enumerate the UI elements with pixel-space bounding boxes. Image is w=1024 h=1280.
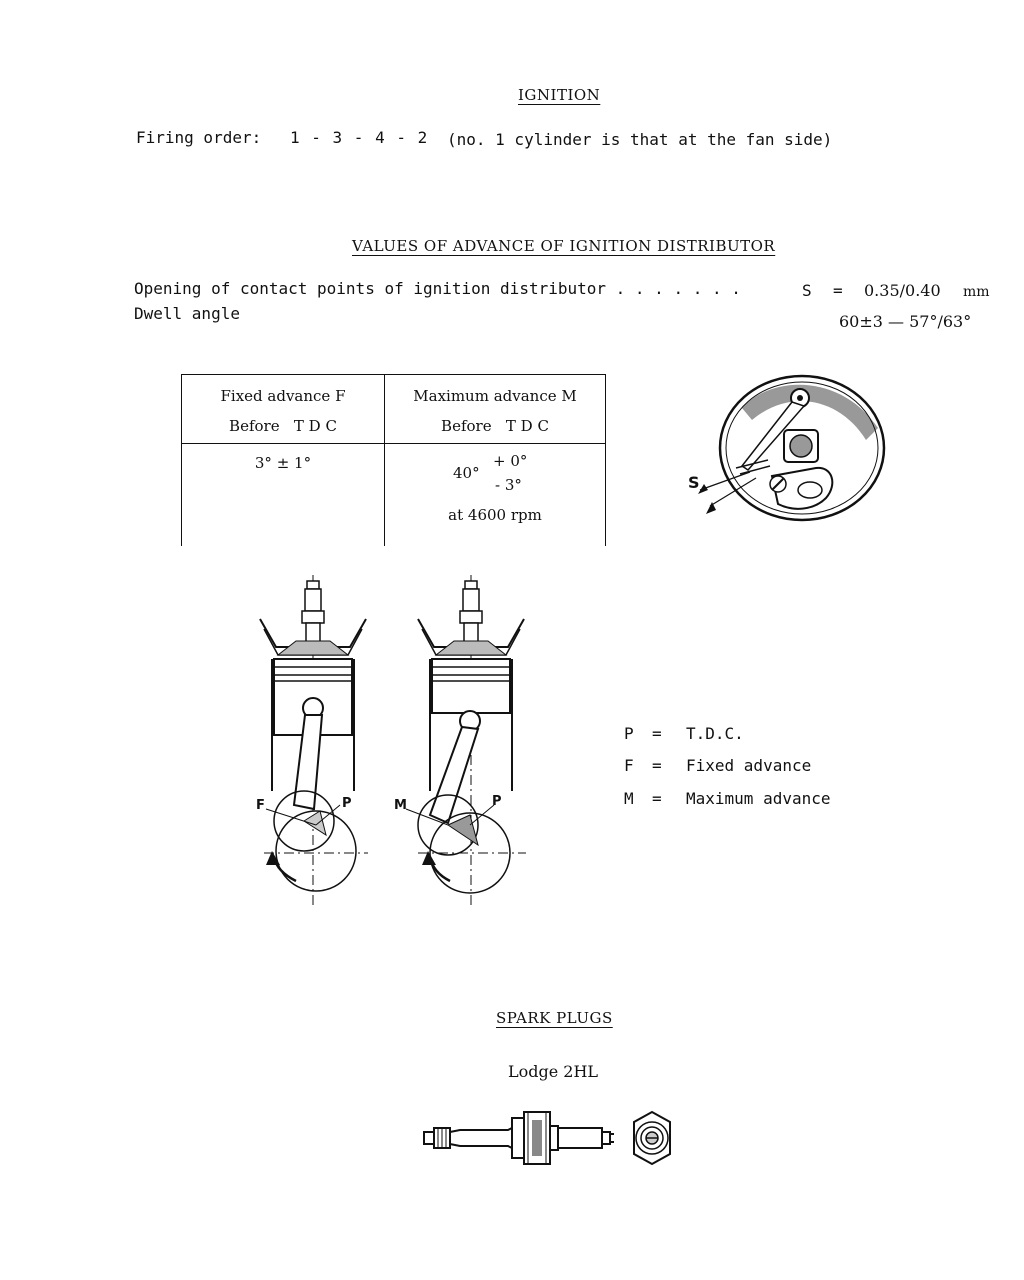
fixed-advance-header-title: Fixed advance F	[220, 387, 346, 405]
max-advance-rpm: at 4600 rpm	[448, 506, 542, 524]
dwell-angle-label: Dwell angle	[134, 304, 240, 323]
spark-plug-illustration	[420, 1108, 680, 1172]
max-advance-header-sub: Before T D C	[441, 417, 549, 435]
contact-value: 0.35/0.40	[864, 281, 941, 300]
legend-key: P	[624, 724, 634, 743]
max-advance-minus: - 3°	[495, 476, 522, 494]
contact-symbol: S	[802, 281, 812, 300]
legend-key: F	[624, 756, 634, 775]
engine-right-label-p: P	[492, 794, 502, 809]
advance-table	[181, 374, 606, 546]
engine-left-label-f: F	[256, 798, 265, 813]
spark-plug-model: Lodge 2HL	[508, 1062, 599, 1081]
legend-key: M	[624, 789, 634, 808]
legend-value: T.D.C.	[686, 724, 744, 743]
max-advance-header-title: Maximum advance M	[413, 387, 577, 405]
spark-plugs-title: SPARK PLUGS	[496, 1009, 613, 1027]
advance-title: VALUES OF ADVANCE OF IGNITION DISTRIBUTOR	[352, 237, 776, 255]
contact-unit: mm	[963, 284, 990, 300]
firing-order-value: 1 - 3 - 4 - 2	[290, 128, 429, 147]
fixed-advance-value: 3° ± 1°	[254, 454, 312, 472]
max-advance-value-cell	[385, 444, 606, 547]
legend-value: Fixed advance	[686, 756, 812, 775]
legend-value: Maximum advance	[686, 789, 831, 808]
max-advance-value-group	[385, 454, 605, 500]
legend-equals: =	[652, 756, 662, 775]
advance-table-header-row	[182, 375, 606, 444]
fixed-advance-value-cell	[182, 444, 385, 547]
contact-opening-label: Opening of contact points of ignition distributor . . . . . . .	[134, 279, 741, 298]
legend-equals: =	[652, 789, 662, 808]
fixed-advance-header	[182, 375, 385, 444]
distributor-label-s: S	[688, 473, 700, 492]
distributor-contact-diagram	[680, 368, 900, 528]
firing-order-label: Firing order:	[136, 128, 262, 147]
max-advance-base: 40°	[453, 464, 480, 482]
firing-order-note: (no. 1 cylinder is that at the fan side)	[447, 130, 833, 149]
max-advance-plus: + 0°	[493, 452, 528, 470]
engine-right-label-m: M	[394, 798, 407, 813]
dwell-angle-value: 60±3 — 57°/63°	[839, 312, 972, 331]
max-advance-header	[385, 375, 606, 444]
engine-left-label-p: P	[342, 796, 352, 811]
engine-diagram-fixed-advance	[250, 575, 370, 905]
fixed-advance-header-sub: Before T D C	[229, 417, 337, 435]
engine-diagram-maximum-advance	[390, 575, 530, 905]
ignition-title: IGNITION	[518, 86, 601, 104]
legend-equals: =	[652, 724, 662, 743]
advance-table-value-row	[182, 444, 606, 547]
contact-equals: =	[833, 281, 843, 300]
